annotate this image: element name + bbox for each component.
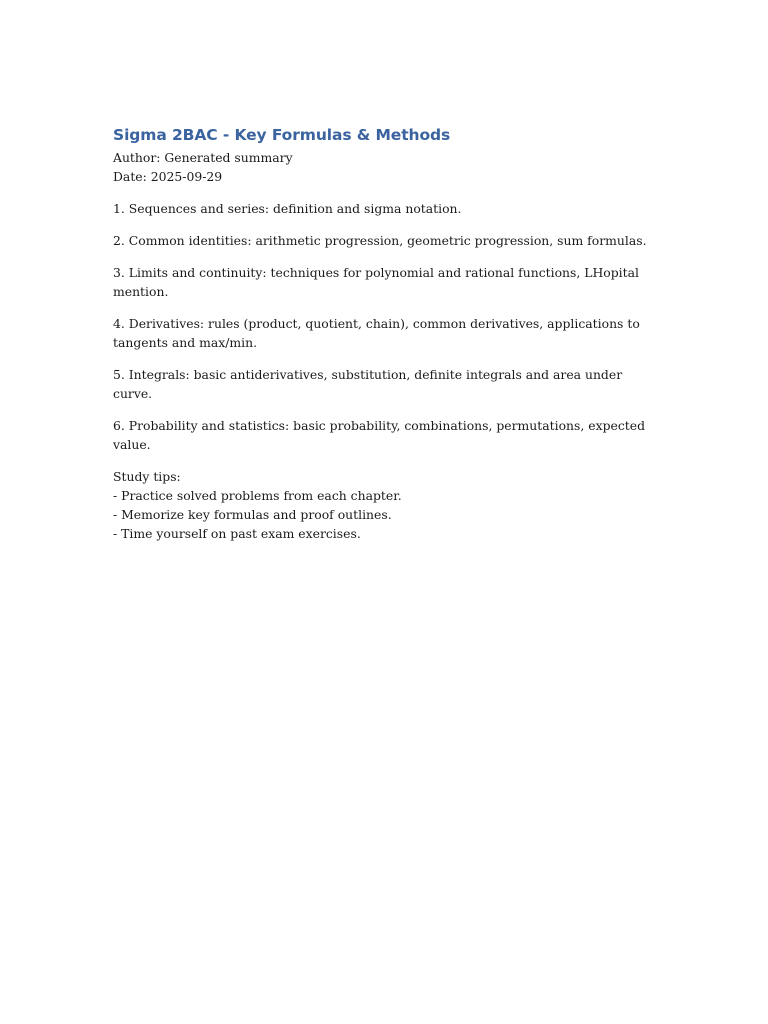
study-tip: - Practice solved problems from each chapter. — [113, 488, 402, 503]
list-item: 1. Sequences and series: definition and sigma notation. — [113, 201, 462, 216]
study-tip: - Time yourself on past exam exercises. — [113, 526, 361, 541]
study-tip: - Memorize key formulas and proof outlines. — [113, 507, 392, 522]
list-item: 6. Probability and statistics: basic probability, combinations, permutations, expected value. — [113, 418, 646, 452]
list-item: 3. Limits and continuity: techniques for polynomial and rational functions, LHopital mention. — [113, 265, 639, 299]
list-item: 5. Integrals: basic antiderivatives, substitution, definite integrals and area under curve. — [113, 367, 623, 401]
document-body — [113, 124, 658, 543]
date-line: Date: 2025-09-29 — [113, 169, 223, 184]
list-item: 4. Derivatives: rules (product, quotient, chain), common derivatives, applications to tangents and max/min. — [113, 316, 640, 350]
document-title: Sigma 2BAC - Key Formulas & Methods — [113, 126, 451, 144]
list-item: 2. Common identities: arithmetic progression, geometric progression, sum formulas. — [113, 233, 647, 248]
study-tips — [113, 467, 658, 543]
author-line: Author: Generated summary — [113, 150, 293, 165]
study-tips-heading: Study tips: — [113, 469, 181, 484]
